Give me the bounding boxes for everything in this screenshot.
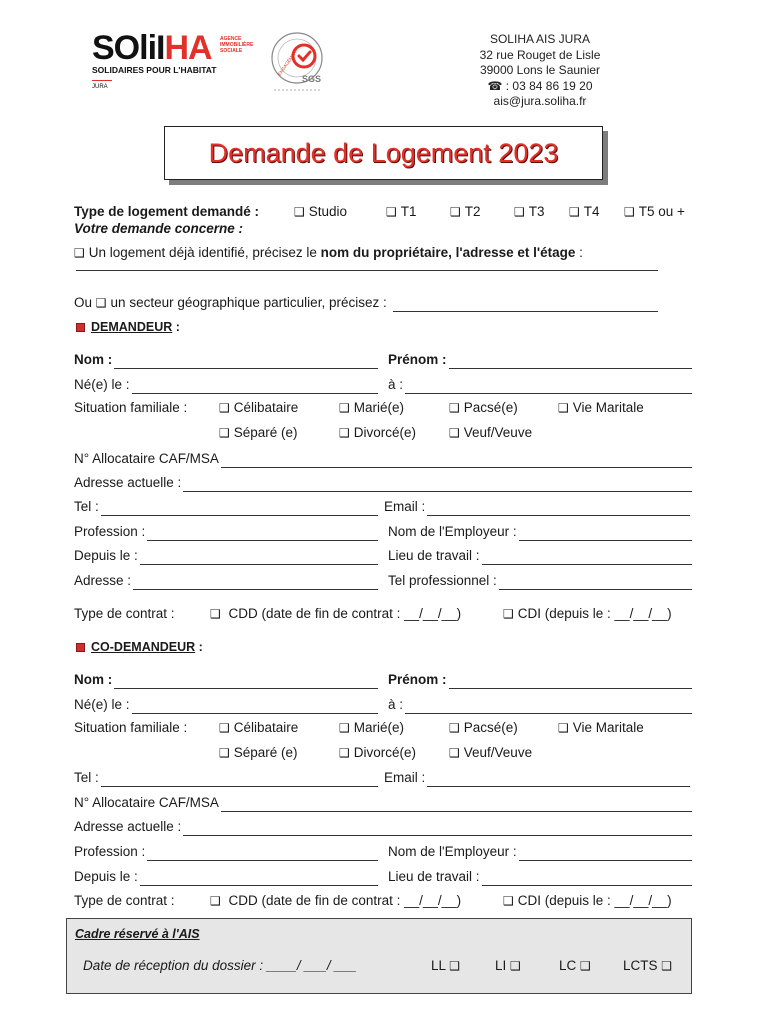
address-email[interactable]: ais@jura.soliha.fr: [493, 94, 587, 108]
lieu-naissance-input[interactable]: [405, 380, 692, 394]
naissance-input[interactable]: [132, 700, 378, 714]
codemandeur-profession-field[interactable]: Profession :: [74, 843, 378, 861]
demandeur-prenom-field[interactable]: Prénom :: [388, 351, 692, 369]
prenom-input[interactable]: [449, 675, 692, 689]
demandeur-situation-celibataire[interactable]: ❑ Célibataire: [219, 400, 299, 415]
nom-input[interactable]: [114, 675, 378, 689]
codemandeur-contrat-label: Type de contrat :: [74, 893, 175, 908]
checkbox-icon[interactable]: ❑: [558, 721, 569, 735]
cadre-ais-box: [66, 918, 692, 994]
codemandeur-contrat-cdd[interactable]: ❑ CDD (date de fin de contrat : __/__/__): [210, 893, 462, 908]
certification-seal-icon: [268, 30, 326, 94]
codemandeur-lieu-travail-field[interactable]: Lieu de travail :: [388, 868, 692, 886]
concerne-label: Votre demande concerne :: [74, 221, 244, 236]
employeur-input[interactable]: [519, 527, 692, 541]
tel-input[interactable]: [101, 502, 378, 516]
demandeur-contrat-cdd[interactable]: ❑ CDD (date de fin de contrat : __/__/__): [210, 606, 462, 621]
tel-input[interactable]: [101, 773, 378, 787]
codemandeur-situation-separe[interactable]: ❑ Séparé (e): [219, 745, 298, 760]
cadre-date-reception: Date de réception du dossier : ____/ ___/ ___: [83, 958, 357, 973]
option-t5[interactable]: ❑ T5 ou +: [624, 204, 685, 219]
checkbox-icon[interactable]: ❑: [95, 296, 107, 310]
demandeur-adresse-actuelle-field[interactable]: Adresse actuelle :: [74, 474, 692, 492]
svg-text:ENGAGEMENT: ENGAGEMENT: [276, 47, 300, 77]
checkbox-icon[interactable]: ❑: [219, 746, 230, 760]
checkbox-icon[interactable]: ❑: [219, 721, 230, 735]
checkbox-icon[interactable]: ❑: [503, 894, 514, 908]
codemandeur-situation-vie-maritale[interactable]: ❑ Vie Maritale: [558, 720, 644, 735]
employeur-input[interactable]: [519, 847, 692, 861]
demandeur-nom-field[interactable]: Nom :: [74, 351, 378, 369]
page-title: Demande de Logement 2023: [208, 138, 559, 168]
codemandeur-nom-field[interactable]: Nom :: [74, 671, 378, 689]
prenom-input[interactable]: [449, 355, 692, 369]
identifie-line[interactable]: [76, 270, 658, 271]
codemandeur-situation-label: Situation familiale :: [74, 720, 188, 735]
demandeur-email-field[interactable]: Email :: [384, 498, 690, 516]
address-line2: 32 rue Rouget de Lisle: [479, 47, 601, 62]
checkbox-icon[interactable]: ❑: [339, 401, 350, 415]
bullet-icon: [76, 643, 85, 652]
tel-pro-input[interactable]: [499, 576, 692, 590]
profession-input[interactable]: [147, 847, 378, 861]
title-box: [164, 126, 603, 180]
demandeur-situation-label: Situation familiale :: [74, 400, 188, 415]
checkbox-icon[interactable]: ❑: [339, 426, 350, 440]
checkbox-icon[interactable]: ❑: [580, 959, 591, 973]
codemandeur-situation-divorce[interactable]: ❑ Divorcé(e): [339, 745, 417, 760]
demandeur-heading: DEMANDEUR :: [76, 318, 180, 336]
checkbox-icon[interactable]: ❑: [294, 205, 305, 219]
codemandeur-email-field[interactable]: Email :: [384, 769, 690, 787]
address-phone: ☎ : 03 84 86 19 20: [487, 78, 593, 93]
caf-input[interactable]: [221, 454, 692, 468]
logo-tagline: AGENCE IMMOBILIÈRE SOCIALE: [220, 36, 254, 54]
checkbox-icon[interactable]: ❑: [210, 607, 221, 621]
codemandeur-adresse-actuelle-field[interactable]: Adresse actuelle :: [74, 818, 692, 836]
checkbox-icon[interactable]: ❑: [339, 721, 350, 735]
logement-type-label: Type de logement demandé :: [74, 204, 260, 219]
checkbox-icon[interactable]: ❑: [503, 607, 514, 621]
demandeur-situation-veuf[interactable]: ❑ Veuf/Veuve: [449, 425, 533, 440]
logo-divider: [92, 80, 112, 81]
demandeur-employeur-field[interactable]: Nom de l'Employeur :: [388, 523, 692, 541]
demandeur-situation-vie-maritale[interactable]: ❑ Vie Maritale: [558, 400, 644, 415]
logo-brand-part1: SOliI: [92, 29, 165, 67]
checkbox-icon[interactable]: ❑: [386, 205, 397, 219]
checkbox-icon[interactable]: ❑: [449, 401, 460, 415]
codemandeur-situation-veuf[interactable]: ❑ Veuf/Veuve: [449, 745, 533, 760]
lieu-naissance-input[interactable]: [405, 700, 692, 714]
demandeur-lieu-naissance-field[interactable]: à :: [388, 376, 692, 394]
checkbox-icon[interactable]: ❑: [219, 426, 230, 440]
checkbox-icon[interactable]: ❑: [74, 246, 85, 260]
naissance-input[interactable]: [132, 380, 378, 394]
checkbox-icon[interactable]: ❑: [219, 401, 230, 415]
demandeur-tel-pro-field[interactable]: Tel professionnel :: [388, 572, 692, 590]
checkbox-icon[interactable]: ❑: [210, 894, 221, 908]
codemandeur-heading: CO-DEMANDEUR :: [76, 638, 203, 656]
profession-input[interactable]: [147, 527, 378, 541]
demandeur-adresse-field[interactable]: Adresse :: [74, 572, 378, 590]
codemandeur-depuis-field[interactable]: Depuis le :: [74, 868, 378, 886]
cadre-option-li[interactable]: LI ❑: [495, 958, 521, 973]
codemandeur-naissance-field[interactable]: Né(e) le :: [74, 696, 378, 714]
secteur-geographique[interactable]: Ou ❑ un secteur géographique particulier, précisez :: [74, 294, 658, 312]
bullet-icon: [76, 323, 85, 332]
checkbox-icon[interactable]: ❑: [624, 205, 635, 219]
cadre-option-lcts[interactable]: LCTS ❑: [623, 958, 673, 973]
option-t3[interactable]: ❑ T3: [514, 204, 545, 219]
depuis-input[interactable]: [140, 551, 378, 565]
demandeur-situation-divorce[interactable]: ❑ Divorcé(e): [339, 425, 417, 440]
codemandeur-prenom-field[interactable]: Prénom :: [388, 671, 692, 689]
cadre-option-lc[interactable]: LC ❑: [559, 958, 591, 973]
demandeur-profession-field[interactable]: Profession :: [74, 523, 378, 541]
option-t2[interactable]: ❑ T2: [450, 204, 481, 219]
option-t4[interactable]: ❑ T4: [569, 204, 600, 219]
checkbox-icon[interactable]: ❑: [449, 721, 460, 735]
secteur-line[interactable]: [393, 298, 658, 312]
address-line1: SOLIHA AIS JURA: [489, 32, 591, 46]
checkbox-icon[interactable]: ❑: [450, 205, 461, 219]
agency-address: [440, 32, 640, 110]
demandeur-situation-marie[interactable]: ❑ Marié(e): [339, 400, 405, 415]
email-input[interactable]: [427, 502, 690, 516]
demandeur-naissance-field[interactable]: Né(e) le :: [74, 376, 378, 394]
certification-label: SGS: [302, 74, 322, 84]
demandeur-tel-field[interactable]: Tel :: [74, 498, 378, 516]
logement-identifie[interactable]: ❑ Un logement déjà identifié, précisez le nom du propriétaire, l'adresse et l'étage :: [74, 245, 583, 260]
codemandeur-tel-field[interactable]: Tel :: [74, 769, 378, 787]
email-input[interactable]: [427, 773, 690, 787]
codemandeur-contrat-cdi[interactable]: ❑ CDI (depuis le : __/__/__): [503, 893, 672, 908]
demandeur-contrat-label: Type de contrat :: [74, 606, 175, 621]
checkbox-icon[interactable]: ❑: [449, 746, 460, 760]
nom-input[interactable]: [114, 355, 378, 369]
checkbox-icon[interactable]: ❑: [510, 959, 521, 973]
checkbox-icon[interactable]: ❑: [514, 205, 525, 219]
checkbox-icon[interactable]: ❑: [661, 959, 673, 973]
cadre-title: Cadre réservé à l'AIS: [75, 927, 200, 941]
caf-input[interactable]: [221, 798, 692, 812]
codemandeur-situation-pacse[interactable]: ❑ Pacsé(e): [449, 720, 518, 735]
lieu-travail-input[interactable]: [482, 872, 692, 886]
demandeur-depuis-field[interactable]: Depuis le :: [74, 547, 378, 565]
checkbox-icon[interactable]: ❑: [449, 426, 460, 440]
demandeur-contrat-cdi[interactable]: ❑ CDI (depuis le : __/__/__): [503, 606, 672, 621]
option-t1[interactable]: ❑ T1: [386, 204, 417, 219]
depuis-input[interactable]: [140, 872, 378, 886]
adresse-actuelle-input[interactable]: [183, 822, 692, 836]
demandeur-lieu-travail-field[interactable]: Lieu de travail :: [388, 547, 692, 565]
lieu-travail-input[interactable]: [482, 551, 692, 565]
demandeur-situation-pacse[interactable]: ❑ Pacsé(e): [449, 400, 518, 415]
logo: [92, 30, 272, 96]
logo-subtitle: SOLIDAIRES POUR L'HABITAT: [92, 65, 217, 75]
demandeur-situation-separe[interactable]: ❑ Séparé (e): [219, 425, 298, 440]
option-studio[interactable]: ❑ Studio: [294, 204, 348, 219]
checkbox-icon[interactable]: ❑: [449, 959, 461, 973]
logo-region: JURA: [92, 84, 108, 90]
certification-badge: [268, 30, 326, 94]
codemandeur-lieu-naissance-field[interactable]: à :: [388, 696, 692, 714]
codemandeur-employeur-field[interactable]: Nom de l'Employeur :: [388, 843, 692, 861]
adresse-input[interactable]: [133, 576, 378, 590]
checkbox-icon[interactable]: ❑: [339, 746, 350, 760]
cadre-option-ll[interactable]: LL ❑: [431, 958, 461, 973]
demandeur-caf-field[interactable]: N° Allocataire CAF/MSA: [74, 450, 692, 468]
codemandeur-caf-field[interactable]: N° Allocataire CAF/MSA: [74, 794, 692, 812]
adresse-actuelle-input[interactable]: [183, 478, 692, 492]
checkbox-icon[interactable]: ❑: [558, 401, 569, 415]
codemandeur-situation-marie[interactable]: ❑ Marié(e): [339, 720, 405, 735]
logo-brand-part2: HA: [164, 29, 212, 67]
address-line3: 39000 Lons le Saunier: [479, 63, 601, 77]
checkbox-icon[interactable]: ❑: [569, 205, 580, 219]
codemandeur-situation-celibataire[interactable]: ❑ Célibataire: [219, 720, 299, 735]
